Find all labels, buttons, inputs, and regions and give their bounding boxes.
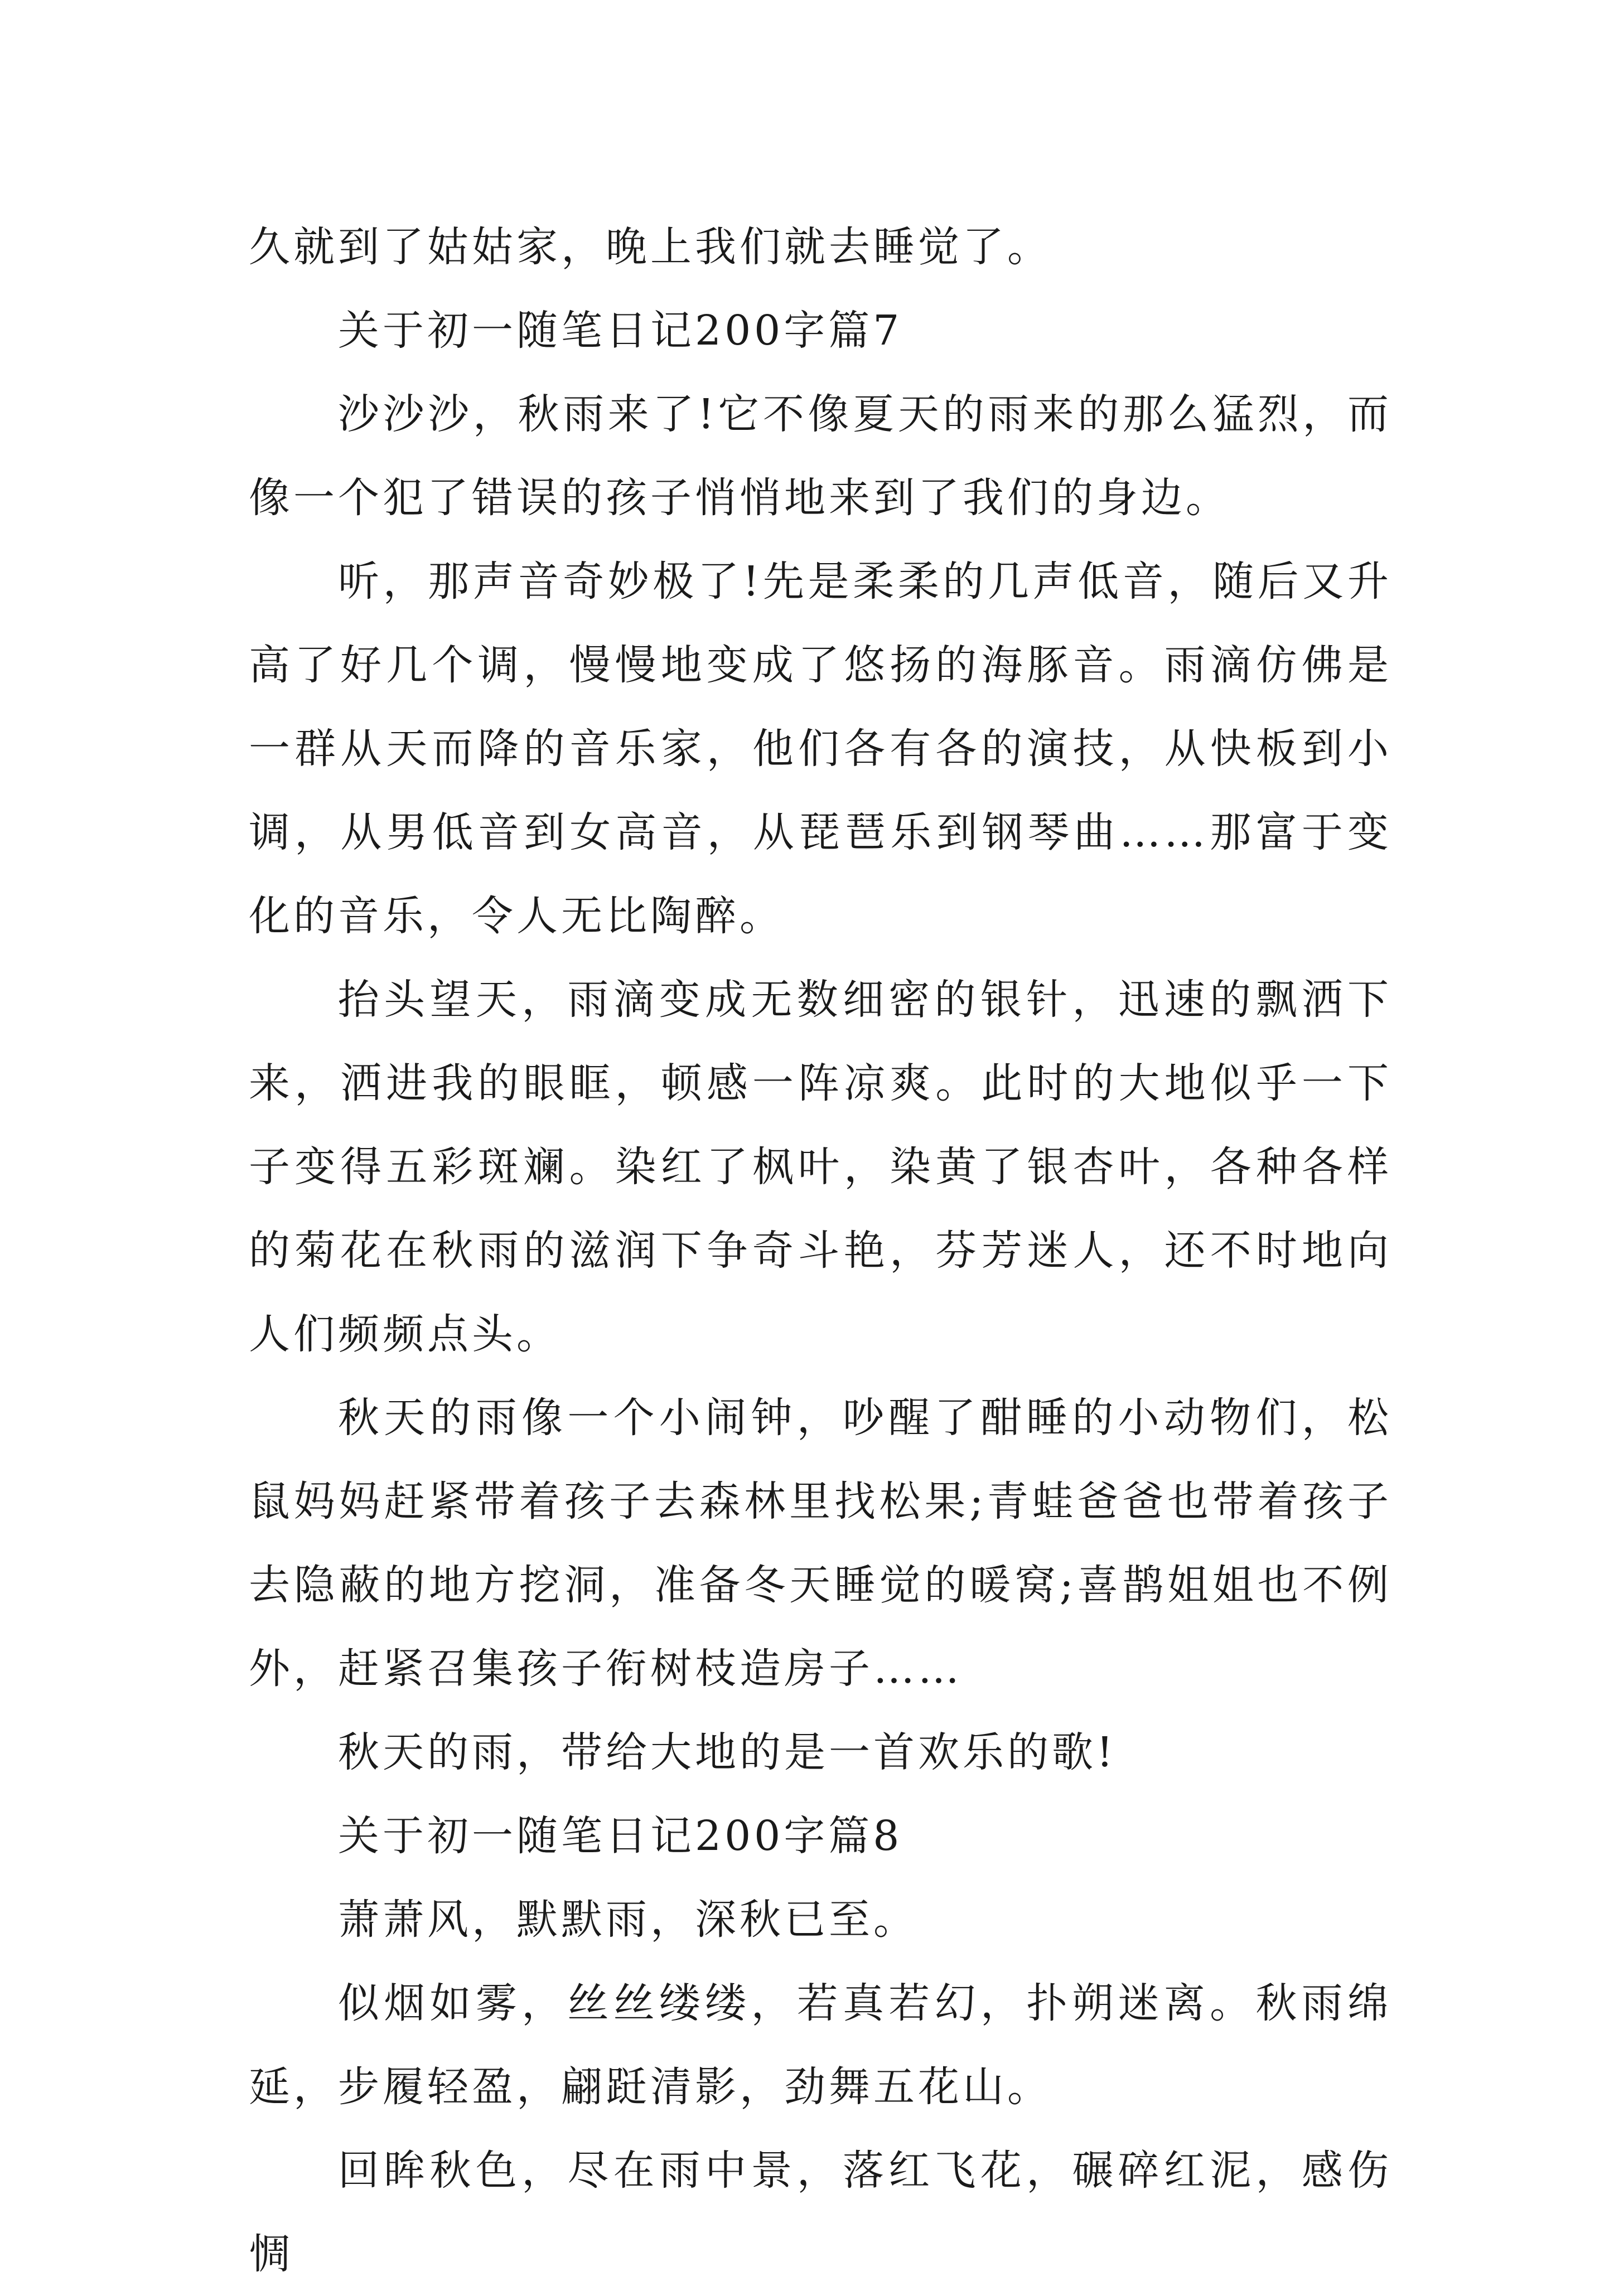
section-heading-7: 关于初一随笔日记200字篇7 <box>338 307 903 355</box>
paragraph: 萧萧风，默默雨，深秋已至。 <box>338 1896 918 1944</box>
paragraph: 回眸秋色，尽在雨中景，落红飞花，碾碎红泥，感伤惆 <box>249 2147 1392 2278</box>
section-heading-8: 关于初一随笔日记200字篇8 <box>338 1812 903 1860</box>
paragraph: 听，那声音奇妙极了!先是柔柔的几声低音，随后又升高了好几个调，慢慢地变成了悠扬的海豚音。雨滴仿佛是一群从天而降的音乐家，他们各有各的演技，从快板到小调，从男低音到女高音，从琵琶乐到钢琴曲……那富于变化的音乐，令人无比陶醉。 <box>249 558 1392 940</box>
paragraph: 秋天的雨像一个小闹钟，吵醒了酣睡的小动物们，松鼠妈妈赶紧带着孩子去森林里找松果;青蛙爸爸也带着孩子去隐蔽的地方挖洞，准备冬天睡觉的暖窝;喜鹊姐姐也不例外，赶紧召集孩子衔树枝造房子…… <box>249 1394 1392 1693</box>
paragraph: 秋天的雨，带给大地的是一首欢乐的歌! <box>338 1728 1117 1776</box>
document-body <box>249 205 1392 2296</box>
paragraph: 似烟如雾，丝丝缕缕，若真若幻，扑朔迷离。秋雨绵延，步履轻盈，翩跹清影，劲舞五花山。 <box>249 1979 1392 2111</box>
paragraph-continuation: 久就到了姑姑家，晚上我们就去睡觉了。 <box>249 223 1052 271</box>
paragraph: 沙沙沙，秋雨来了!它不像夏天的雨来的那么猛烈，而像一个犯了错误的孩子悄悄地来到了我们的身边。 <box>249 390 1392 522</box>
paragraph: 抬头望天，雨滴变成无数细密的银针，迅速的飘洒下来，洒进我的眼眶，顿感一阵凉爽。此时的大地似乎一下子变得五彩斑斓。染红了枫叶，染黄了银杏叶，各种各样的菊花在秋雨的滋润下争奇斗艳，芬芳迷人，还不时地向人们频频点头。 <box>249 976 1392 1358</box>
